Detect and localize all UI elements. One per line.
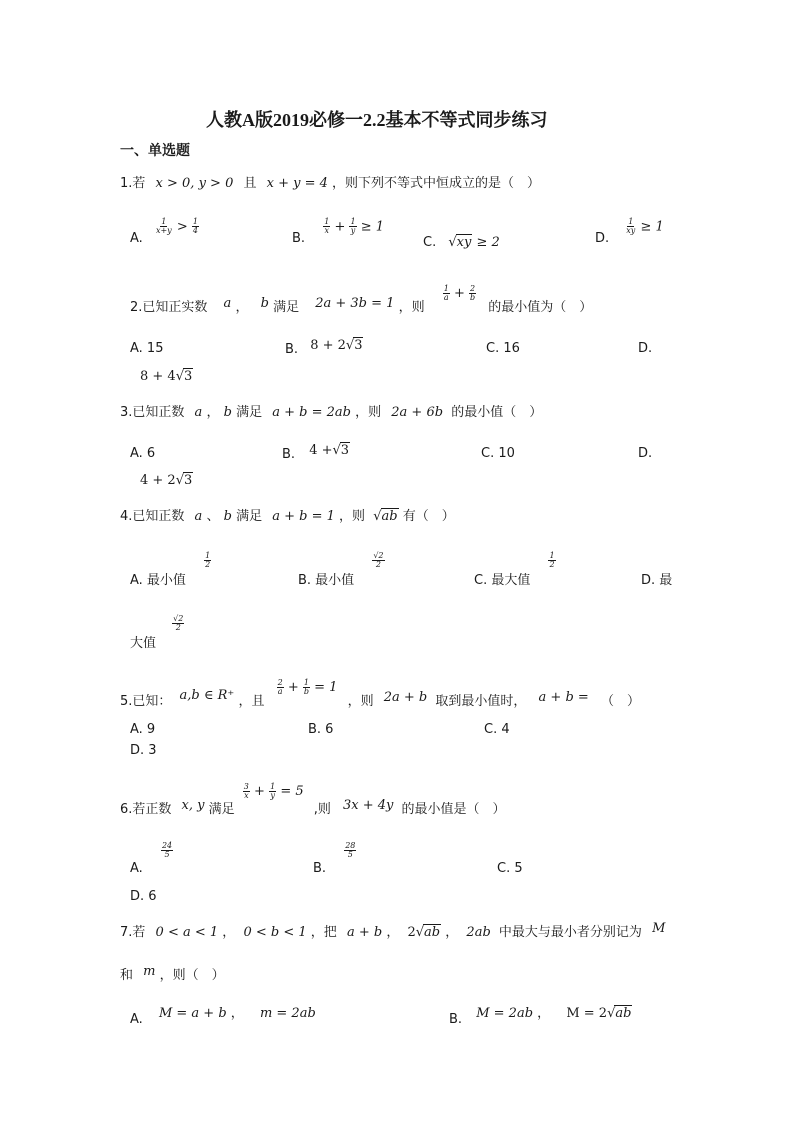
q3-option-d[interactable]: [140, 472, 193, 488]
math: M = 2ab: [476, 1006, 534, 1021]
math: a: [194, 405, 203, 420]
math: a + b: [346, 925, 383, 940]
q3-option-d-label[interactable]: D.: [638, 446, 653, 461]
option-label: C.: [423, 235, 437, 250]
text: 的最小值是（ ）: [401, 802, 506, 817]
math: 2a + b: [383, 690, 428, 705]
question-2: [130, 282, 593, 315]
q1-option-c[interactable]: [423, 234, 500, 250]
option-label: B.: [292, 231, 306, 247]
option-label: B. 最小值: [298, 573, 355, 588]
q6-number: 6.若正数: [120, 802, 172, 817]
math: +: [287, 680, 299, 695]
math: ≥ 1: [640, 219, 664, 235]
text: 满足: [208, 802, 235, 817]
q1-condition-1: x > 0, y > 0: [155, 176, 234, 191]
text: 、: [206, 509, 220, 524]
math: 3x + 4y: [343, 798, 394, 813]
option-label: B.: [285, 342, 299, 357]
text: ，: [235, 300, 249, 315]
q2-number: 2.已知正实数: [130, 300, 208, 315]
text: 取到最小值时，: [435, 694, 527, 709]
math: M = 2√ab: [566, 1006, 632, 1021]
q5-option-c[interactable]: C. 4: [484, 722, 510, 737]
question-7: [120, 921, 665, 940]
text: 的最小值为（ ）: [488, 300, 593, 315]
q7-number: 7.若: [120, 925, 146, 940]
q1-text-2: ，则下列不等式中恒成立的是（ ）: [332, 176, 541, 191]
math: 8 + 2√3: [310, 338, 363, 353]
q1-option-b[interactable]: [292, 217, 385, 247]
math: 2ab: [466, 925, 491, 940]
q4-option-a[interactable]: [130, 549, 211, 588]
option-label: B.: [449, 1012, 463, 1027]
text: ，: [537, 1006, 551, 1021]
fraction: $\frac{√2}{2}$: [173, 613, 184, 632]
math: +: [334, 219, 346, 235]
fraction: $\frac{2}{a}$: [277, 677, 283, 696]
math: 2a + 3b = 1: [315, 296, 395, 311]
math: b: [223, 405, 232, 420]
q1-option-a[interactable]: [130, 217, 199, 247]
q2-option-d-label[interactable]: D.: [638, 341, 653, 356]
q3-number: 3.已知正数: [120, 405, 185, 420]
option-label: B.: [313, 861, 327, 877]
fraction: $\frac{1}{y}$: [270, 781, 276, 800]
option-label: D.: [595, 231, 610, 247]
fraction: $\frac{1}{x+y}$: [155, 217, 172, 236]
text: ,则: [313, 802, 331, 817]
question-6: [120, 780, 506, 817]
q1-number: 1.若: [120, 176, 146, 191]
text: ，把: [310, 925, 337, 940]
math: a + b = 1: [272, 509, 335, 524]
text: ，: [445, 925, 459, 940]
fraction: $\frac{28}{5}$: [345, 841, 356, 860]
question-5: [120, 676, 640, 709]
math: 8 + 4√3: [140, 369, 193, 384]
q5-number: 5.已知：: [120, 694, 172, 709]
q2-option-b[interactable]: [285, 337, 363, 357]
math: a + b = 2ab: [272, 405, 351, 420]
math: m = 2ab: [259, 1006, 316, 1021]
option-label: B.: [282, 447, 296, 462]
q2-option-c[interactable]: C. 16: [486, 341, 520, 356]
fraction: $\frac{1}{2}$: [205, 550, 211, 569]
q1-text: 且: [243, 176, 257, 191]
fraction: $\frac{1}{b}$: [303, 677, 309, 696]
math: M: [652, 921, 666, 936]
math: 2√ab: [407, 925, 441, 940]
q4-number: 4.已知正数: [120, 509, 185, 524]
math: = 5: [280, 784, 304, 799]
q4-option-c[interactable]: [474, 549, 556, 588]
q1-option-d[interactable]: [595, 217, 664, 247]
math: 0 < b < 1: [243, 925, 307, 940]
text: 中最大与最小者分别记为: [498, 925, 642, 940]
q6-option-c[interactable]: C. 5: [497, 861, 523, 876]
math: 4 + 2√3: [140, 473, 193, 488]
q6-option-d[interactable]: D. 6: [130, 889, 157, 904]
math: a: [194, 509, 203, 524]
text: ，则: [347, 694, 374, 709]
option-label: A. 最小值: [130, 573, 186, 588]
q4-option-d[interactable]: [130, 612, 184, 651]
text: ，: [230, 1006, 244, 1021]
fraction: $\frac{1}{y}$: [350, 217, 356, 236]
text: 的最小值（ ）: [451, 405, 543, 420]
math: = 1: [314, 680, 338, 695]
q7-option-a[interactable]: [130, 1002, 316, 1027]
math: a,b ∈ R⁺: [179, 688, 235, 703]
page-title: 人教A版2019必修一2.2基本不等式同步练习: [206, 110, 548, 130]
fraction: $\frac{24}{5}$: [161, 841, 173, 860]
text: ，: [386, 925, 400, 940]
math: +: [254, 784, 265, 799]
text: 满足: [236, 509, 263, 524]
math: b: [260, 296, 269, 311]
option-label: C. 最大值: [474, 573, 531, 588]
text: 有（ ）: [402, 509, 455, 524]
q7-option-b[interactable]: [449, 1002, 632, 1027]
question-3: [120, 401, 542, 420]
q4-option-b[interactable]: [298, 549, 385, 588]
fraction: $\frac{2}{b}$: [470, 283, 476, 302]
q3-option-c[interactable]: C. 10: [481, 446, 515, 461]
question-1: [120, 172, 540, 191]
math: M = a + b: [158, 1006, 227, 1021]
q2-option-d[interactable]: [140, 368, 193, 384]
q5-option-d[interactable]: D. 3: [130, 743, 157, 758]
math: +: [453, 286, 465, 301]
q6-option-a[interactable]: [130, 841, 173, 877]
q3-option-b[interactable]: [282, 442, 350, 462]
section-heading: 一、单选题: [120, 143, 190, 159]
math: √xy: [448, 235, 472, 250]
q6-option-b[interactable]: [313, 841, 356, 877]
math: 2a + 6b: [391, 405, 444, 420]
fraction: $\frac{1}{4}$: [192, 217, 198, 236]
fraction: $\frac{3}{x}$: [243, 781, 249, 800]
text: ，则: [339, 509, 366, 524]
fraction: $\frac{√2}{2}$: [373, 550, 384, 569]
text: 和: [120, 968, 134, 983]
option-label: A.: [130, 1012, 143, 1027]
math: >: [176, 219, 188, 235]
text: 满足: [236, 405, 263, 420]
fraction: $\frac{1}{xy}$: [626, 217, 636, 236]
q5-option-a[interactable]: A. 9: [130, 722, 156, 737]
math: a: [223, 296, 232, 311]
q2-option-a[interactable]: A. 15: [130, 341, 164, 356]
text: ，且: [238, 694, 265, 709]
fraction: $\frac{1}{x}$: [324, 217, 330, 236]
fraction: $\frac{1}{2}$: [549, 550, 555, 569]
math: 4 +√3: [309, 443, 350, 458]
text: （ ）: [600, 694, 640, 709]
math: x, y: [181, 798, 205, 813]
q4-option-d-label[interactable]: D. 最: [641, 573, 673, 588]
text: ，: [206, 405, 220, 420]
q3-option-a[interactable]: A. 6: [130, 446, 156, 461]
math: a + b =: [538, 690, 589, 705]
option-label: A.: [130, 861, 143, 877]
math: 0 < a < 1: [155, 925, 219, 940]
fraction: $\frac{1}{a}$: [443, 283, 449, 302]
text: 满足: [273, 300, 300, 315]
text: ，则: [398, 300, 425, 315]
text: ，则: [355, 405, 382, 420]
option-label: A.: [130, 231, 143, 247]
math: ≥ 1: [360, 219, 385, 235]
question-4: [120, 505, 455, 524]
q1-condition-2: x + y = 4: [266, 176, 328, 191]
math: √ab: [373, 509, 398, 524]
text: ，则（ ）: [159, 968, 225, 983]
question-7-cont: [120, 960, 225, 983]
math: b: [223, 509, 232, 524]
text: ，: [222, 925, 236, 940]
q5-option-b[interactable]: B. 6: [308, 722, 334, 737]
math: m: [143, 964, 156, 979]
text: 大值: [130, 636, 157, 651]
math: ≥ 2: [476, 235, 500, 250]
